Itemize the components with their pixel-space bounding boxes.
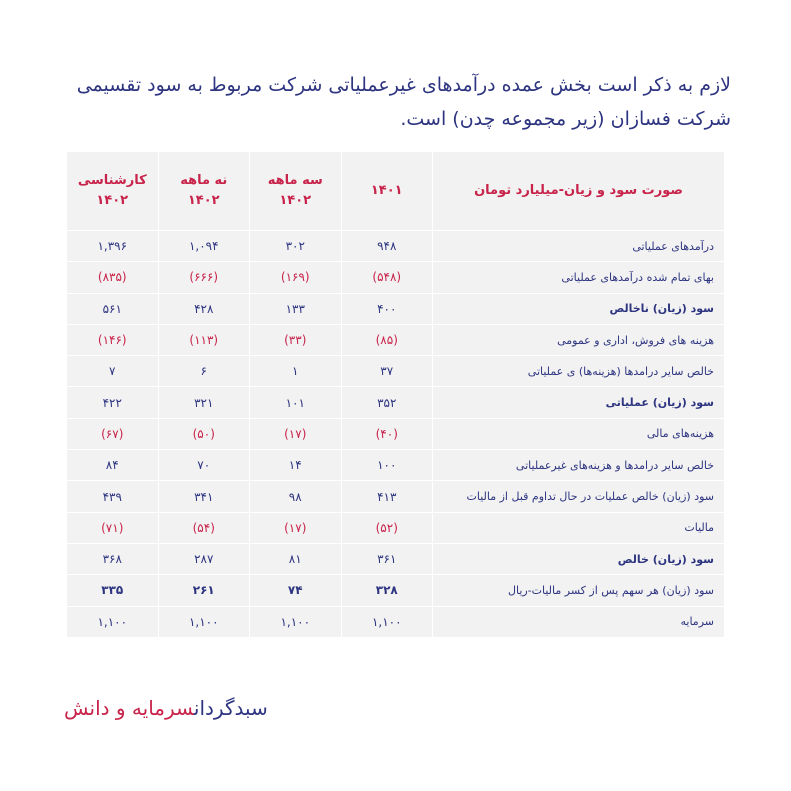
cell-value: ۵۶۱: [67, 293, 159, 324]
cell-value: ۱۰۰: [341, 450, 433, 481]
cell-value: (۸۵): [341, 324, 433, 355]
cell-value: (۷۱): [67, 512, 159, 543]
table-row: [67, 575, 725, 606]
cell-value: ۳۴۱: [158, 481, 250, 512]
cell-value: ۹۸: [250, 481, 342, 512]
table-row: [67, 450, 725, 481]
cell-value: ۷۰: [158, 450, 250, 481]
cell-value: ۱: [250, 356, 342, 387]
brand-footer: [64, 696, 268, 720]
cell-value: ۳۰۲: [250, 231, 342, 262]
cell-value: ۳۶۸: [67, 543, 159, 574]
cell-value: ۷۴: [250, 575, 342, 606]
cell-value: (۵۴۸): [341, 262, 433, 293]
cell-value: ۳۶۱: [341, 543, 433, 574]
table-header-row: [67, 152, 725, 231]
cell-value: ۳۵۲: [341, 387, 433, 418]
cell-value: ۴۳۹: [67, 481, 159, 512]
cell-value: ۱,۳۹۶: [67, 231, 159, 262]
row-label: سود (زیان) خالص عملیات در حال تداوم قبل از مالیات: [433, 481, 725, 512]
row-label: درآمدهای عملیاتی: [433, 231, 725, 262]
row-label: سرمایه: [433, 606, 725, 637]
header-statement: صورت سود و زیان-میلیارد تومان: [433, 152, 725, 231]
cell-value: ۳۷: [341, 356, 433, 387]
cell-value: ۴۲۸: [158, 293, 250, 324]
header-9-month-1402: نه ماهه ۱۴۰۲: [158, 152, 250, 231]
cell-value: ۱۰۱: [250, 387, 342, 418]
cell-value: (۱۷): [250, 512, 342, 543]
cell-value: (۶۶۶): [158, 262, 250, 293]
header-estimate-1402: کارشناسی ۱۴۰۲: [67, 152, 159, 231]
brand-name-part1: سبدگردان: [193, 696, 268, 720]
cell-value: (۱۷): [250, 418, 342, 449]
row-label: هزینه های فروش، اداری و عمومی: [433, 324, 725, 355]
cell-value: ۱,۱۰۰: [250, 606, 342, 637]
cell-value: ۴۱۳: [341, 481, 433, 512]
cell-value: (۴۰): [341, 418, 433, 449]
cell-value: ۱,۱۰۰: [67, 606, 159, 637]
row-label: هزینه‌های مالی: [433, 418, 725, 449]
intro-paragraph: لازم به ذکر است بخش عمده درآمدهای غیرعملیاتی شرکت مربوط به سود تقسیمی شرکت فسازان (زیر مجموعه چدن) است.: [76, 74, 731, 130]
cell-value: ۸۴: [67, 450, 159, 481]
cell-value: (۱۶۹): [250, 262, 342, 293]
cell-value: (۵۲): [341, 512, 433, 543]
row-label: سود (زیان) خالص: [433, 543, 725, 574]
table-row: [67, 356, 725, 387]
cell-value: ۸۱: [250, 543, 342, 574]
cell-value: (۵۴): [158, 512, 250, 543]
cell-value: ۱,۱۰۰: [341, 606, 433, 637]
row-label: سود (زیان) هر سهم پس از کسر مالیات-ریال: [433, 575, 725, 606]
cell-value: ۶: [158, 356, 250, 387]
table-row: [67, 262, 725, 293]
header-1401: ۱۴۰۱: [341, 152, 433, 231]
income-statement-table: [66, 151, 724, 638]
table-row: [67, 324, 725, 355]
cell-value: ۱,۱۰۰: [158, 606, 250, 637]
table-row: [67, 543, 725, 574]
cell-value: ۱۴: [250, 450, 342, 481]
cell-value: ۳۳۵: [67, 575, 159, 606]
table-row: [67, 293, 725, 324]
cell-value: (۱۴۶): [67, 324, 159, 355]
header-3-month-1402: سه ماهه ۱۴۰۲: [250, 152, 342, 231]
row-label: سود (زیان) ناخالص: [433, 293, 725, 324]
table-row: [67, 512, 725, 543]
brand-name-part2: سرمایه و دانش: [64, 696, 194, 720]
cell-value: ۴۲۲: [67, 387, 159, 418]
table-row: [67, 481, 725, 512]
row-label: مالیات: [433, 512, 725, 543]
cell-value: (۱۱۳): [158, 324, 250, 355]
cell-value: ۱,۰۹۴: [158, 231, 250, 262]
row-label: سود (زیان) عملیاتی: [433, 387, 725, 418]
cell-value: ۴۰۰: [341, 293, 433, 324]
table-row: [67, 606, 725, 637]
cell-value: ۱۳۳: [250, 293, 342, 324]
cell-value: ۲۶۱: [158, 575, 250, 606]
row-label: خالص سایر درامدها و هزینه‌های غیرعملیاتی: [433, 450, 725, 481]
cell-value: (۶۷): [67, 418, 159, 449]
table-row: [67, 231, 725, 262]
table-row: [67, 418, 725, 449]
cell-value: (۵۰): [158, 418, 250, 449]
cell-value: (۸۳۵): [67, 262, 159, 293]
cell-value: ۳۲۸: [341, 575, 433, 606]
cell-value: ۲۸۷: [158, 543, 250, 574]
row-label: خالص سایر درامدها (هزینه‌ها) ی عملیاتی: [433, 356, 725, 387]
cell-value: ۷: [67, 356, 159, 387]
cell-value: ۹۴۸: [341, 231, 433, 262]
table-row: [67, 387, 725, 418]
cell-value: ۳۲۱: [158, 387, 250, 418]
cell-value: (۳۳): [250, 324, 342, 355]
row-label: بهای تمام شده درآمدهای عملیاتی: [433, 262, 725, 293]
